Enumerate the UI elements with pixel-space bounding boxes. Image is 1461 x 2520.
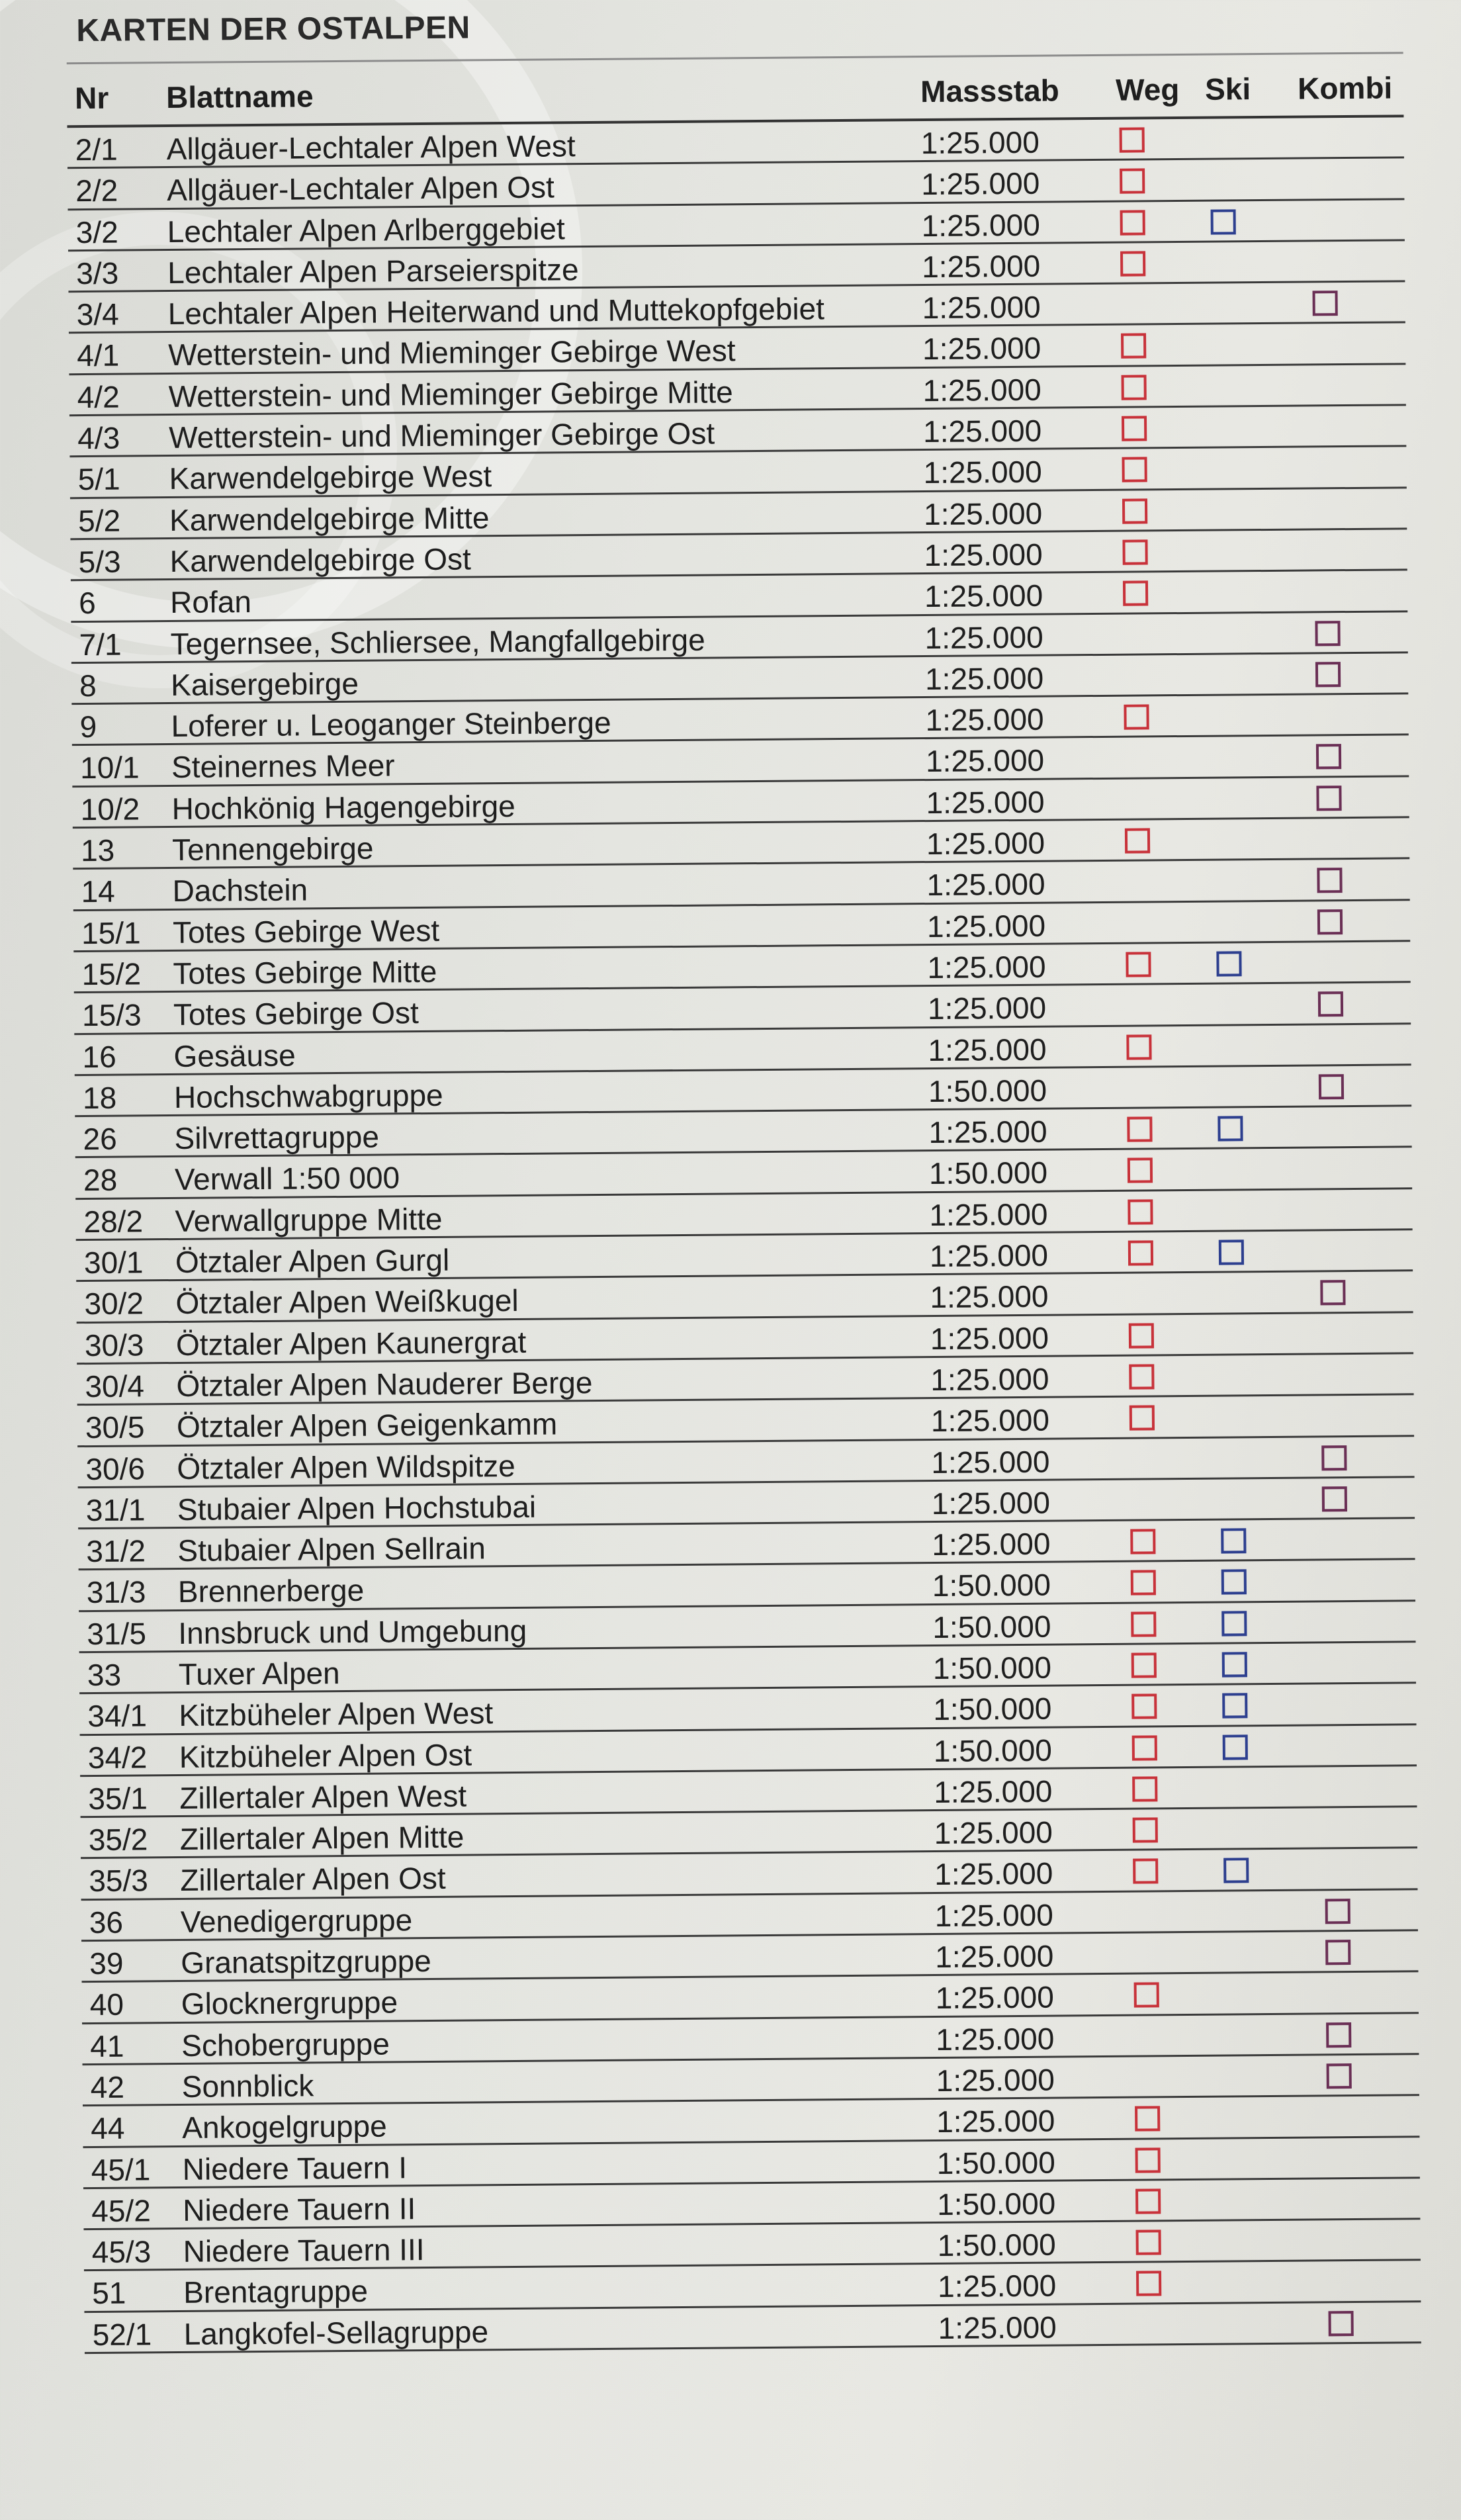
row-blattname: Ötztaler Alpen Gurgl: [175, 1242, 450, 1279]
row-nr: 6: [78, 586, 96, 621]
ski-checkbox[interactable]: [1221, 1611, 1247, 1636]
weg-checkbox[interactable]: [1120, 127, 1145, 152]
weg-checkbox[interactable]: [1136, 2229, 1161, 2255]
header-nr: Nr: [74, 80, 109, 116]
row-nr: 45/1: [91, 2151, 151, 2187]
row-blattname: Zillertaler Alpen Mitte: [179, 1819, 465, 1857]
row-blattname: Allgäuer-Lechtaler Alpen Ost: [167, 169, 555, 208]
row-nr: 45/3: [91, 2234, 152, 2270]
weg-checkbox[interactable]: [1135, 2147, 1161, 2173]
row-blattname: Lechtaler Alpen Parseierspitze: [167, 252, 579, 290]
row-massstab: 1:50.000: [928, 1073, 1047, 1108]
row-nr: 40: [89, 1987, 124, 2022]
row-blattname: Verwallgruppe Mitte: [175, 1201, 443, 1238]
kombi-checkbox[interactable]: [1317, 909, 1343, 934]
row-nr: 30/4: [85, 1369, 145, 1404]
row-blattname: Totes Gebirge Mitte: [173, 954, 437, 991]
row-massstab: 1:25.000: [934, 1774, 1053, 1809]
row-nr: 30/2: [84, 1286, 144, 1322]
row-nr: 30/6: [85, 1451, 146, 1486]
row-blattname: Gesäuse: [173, 1038, 296, 1073]
weg-checkbox[interactable]: [1134, 1983, 1159, 2008]
row-nr: 28: [83, 1163, 118, 1198]
row-nr: 51: [92, 2276, 126, 2311]
weg-checkbox[interactable]: [1133, 1818, 1158, 1843]
row-nr: 28/2: [83, 1204, 144, 1239]
kombi-checkbox[interactable]: [1316, 744, 1341, 770]
weg-checkbox[interactable]: [1132, 1776, 1157, 1801]
row-nr: 5/1: [77, 461, 120, 497]
row-massstab: 1:25.000: [930, 1279, 1049, 1315]
row-blattname: Tegernsee, Schliersee, Mangfallgebirge: [170, 622, 705, 661]
header-weg: Weg: [1115, 72, 1180, 107]
row-massstab: 1:25.000: [932, 1526, 1051, 1562]
row-blattname: Ötztaler Alpen Weißkugel: [175, 1283, 519, 1321]
weg-checkbox[interactable]: [1128, 1199, 1153, 1224]
kombi-checkbox[interactable]: [1316, 786, 1341, 811]
row-blattname: Verwall 1:50 000: [174, 1160, 400, 1197]
weg-checkbox[interactable]: [1120, 251, 1145, 276]
weg-checkbox[interactable]: [1131, 1611, 1156, 1637]
row-nr: 36: [89, 1905, 124, 1940]
table-header: [67, 60, 1404, 128]
row-massstab: 1:25.000: [924, 537, 1043, 573]
weg-checkbox[interactable]: [1135, 2188, 1161, 2214]
row-massstab: 1:25.000: [934, 1856, 1053, 1892]
ski-checkbox[interactable]: [1211, 209, 1236, 234]
row-nr: 26: [83, 1121, 117, 1157]
weg-checkbox[interactable]: [1120, 210, 1145, 235]
kombi-checkbox[interactable]: [1319, 1074, 1344, 1099]
weg-checkbox[interactable]: [1136, 2271, 1161, 2296]
row-massstab: 1:25.000: [926, 825, 1045, 862]
row-nr: 31/2: [86, 1533, 146, 1569]
row-blattname: Stubaier Alpen Hochstubai: [177, 1489, 537, 1527]
row-nr: 2/1: [75, 132, 118, 167]
weg-checkbox[interactable]: [1129, 1364, 1154, 1389]
weg-checkbox[interactable]: [1123, 581, 1148, 606]
header-massstab: Massstab: [920, 73, 1059, 109]
ski-checkbox[interactable]: [1221, 1570, 1247, 1595]
kombi-checkbox[interactable]: [1325, 1899, 1350, 1924]
row-nr: 31/5: [87, 1616, 147, 1651]
ski-checkbox[interactable]: [1219, 1239, 1244, 1265]
row-blattname: Langkofel-Sellagruppe: [183, 2314, 489, 2351]
row-nr: 3/2: [75, 214, 118, 249]
row-blattname: Niedere Tauern III: [183, 2232, 425, 2269]
row-massstab: 1:25.000: [927, 990, 1047, 1026]
weg-checkbox[interactable]: [1122, 416, 1147, 441]
row-blattname: Loferer u. Leoganger Steinberge: [171, 705, 611, 744]
row-massstab: 1:25.000: [921, 165, 1040, 202]
row-nr: 9: [79, 709, 97, 744]
row-massstab: 1:25.000: [922, 413, 1042, 449]
row-nr: 3/3: [76, 255, 119, 291]
row-blattname: Granatspitzgruppe: [181, 1944, 431, 1981]
row-massstab: 1:50.000: [933, 1732, 1053, 1768]
row-nr: 14: [81, 874, 115, 909]
row-massstab: 1:25.000: [926, 908, 1046, 944]
row-massstab: 1:25.000: [923, 496, 1043, 531]
row-massstab: 1:25.000: [923, 455, 1042, 490]
row-nr: 35/2: [88, 1822, 148, 1858]
row-massstab: 1:25.000: [920, 124, 1040, 161]
row-nr: 10/2: [80, 791, 140, 827]
row-nr: 41: [90, 2028, 124, 2063]
kombi-checkbox[interactable]: [1327, 2063, 1352, 2089]
row-nr: 15/3: [81, 997, 142, 1033]
row-blattname: Venedigergruppe: [180, 1902, 413, 1939]
row-massstab: 1:25.000: [924, 619, 1043, 655]
kombi-checkbox[interactable]: [1315, 662, 1341, 687]
row-nr: 4/3: [77, 420, 120, 456]
kombi-checkbox[interactable]: [1317, 868, 1342, 893]
row-blattname: Ankogelgruppe: [182, 2108, 387, 2145]
row-blattname: Lechtaler Alpen Heiterwand und Muttekopfgebiet: [167, 291, 825, 332]
row-massstab: 1:25.000: [927, 949, 1046, 985]
row-massstab: 1:50.000: [933, 1691, 1052, 1727]
row-nr: 5/2: [77, 503, 121, 538]
ski-checkbox[interactable]: [1216, 951, 1241, 976]
row-blattname: Dachstein: [172, 872, 308, 909]
row-blattname: Lechtaler Alpen Arlberggebiet: [167, 210, 565, 249]
weg-checkbox[interactable]: [1131, 1652, 1157, 1678]
row-massstab: 1:50.000: [928, 1155, 1048, 1191]
row-nr: 30/5: [85, 1410, 145, 1445]
weg-checkbox[interactable]: [1130, 1529, 1155, 1554]
row-massstab: 1:25.000: [925, 743, 1045, 779]
row-blattname: Karwendelgebirge Ost: [169, 541, 472, 578]
row-blattname: Ötztaler Alpen Nauderer Berge: [176, 1365, 593, 1403]
row-blattname: Niedere Tauern I: [182, 2149, 408, 2186]
ski-checkbox[interactable]: [1222, 1693, 1247, 1719]
row-nr: 10/1: [79, 750, 140, 786]
weg-checkbox[interactable]: [1124, 705, 1149, 730]
ski-checkbox[interactable]: [1218, 1116, 1243, 1141]
weg-checkbox[interactable]: [1122, 457, 1147, 482]
row-nr: 18: [82, 1080, 117, 1115]
header-ski: Ski: [1204, 71, 1251, 107]
kombi-checkbox[interactable]: [1328, 2311, 1353, 2336]
row-massstab: 1:25.000: [936, 2062, 1055, 2098]
row-massstab: 1:25.000: [926, 866, 1045, 903]
weg-checkbox[interactable]: [1135, 2106, 1160, 2132]
row-blattname: Ötztaler Alpen Geigenkamm: [176, 1406, 558, 1445]
row-blattname: Zillertaler Alpen West: [179, 1778, 467, 1815]
row-massstab: 1:25.000: [922, 331, 1041, 367]
row-massstab: 1:50.000: [932, 1567, 1051, 1603]
row-nr: 15/2: [81, 956, 142, 992]
ski-checkbox[interactable]: [1223, 1858, 1249, 1883]
ski-checkbox[interactable]: [1221, 1528, 1246, 1553]
kombi-checkbox[interactable]: [1325, 1940, 1350, 1965]
row-blattname: Karwendelgebirge Mitte: [169, 500, 490, 537]
row-massstab: 1:25.000: [925, 701, 1044, 738]
kombi-checkbox[interactable]: [1320, 1280, 1345, 1305]
row-blattname: Sonnblick: [181, 2068, 314, 2104]
kombi-checkbox[interactable]: [1313, 291, 1338, 316]
row-blattname: Tennengebirge: [171, 831, 374, 868]
header-blattname: Blattname: [165, 79, 314, 115]
row-blattname: Brentagruppe: [183, 2274, 369, 2310]
row-massstab: 1:25.000: [937, 2269, 1057, 2304]
row-nr: 39: [89, 1946, 124, 1981]
row-blattname: Stubaier Alpen Sellrain: [177, 1531, 486, 1568]
row-blattname: Wetterstein- und Mieminger Gebirge Ost: [168, 416, 715, 455]
kombi-checkbox[interactable]: [1326, 2022, 1351, 2048]
weg-checkbox[interactable]: [1127, 1117, 1152, 1142]
row-nr: 8: [79, 668, 97, 703]
row-blattname: Schobergruppe: [181, 2026, 390, 2063]
weg-checkbox[interactable]: [1131, 1694, 1157, 1719]
kombi-checkbox[interactable]: [1321, 1445, 1347, 1470]
row-blattname: Kaisergebirge: [170, 666, 359, 702]
row-blattname: Zillertaler Alpen Ost: [180, 1861, 446, 1898]
weg-checkbox[interactable]: [1128, 1240, 1153, 1265]
row-massstab: 1:25.000: [922, 248, 1041, 284]
weg-checkbox[interactable]: [1133, 1859, 1158, 1884]
row-nr: 34/1: [87, 1698, 148, 1734]
row-blattname: Niedere Tauern II: [183, 2191, 416, 2228]
row-nr: 5/3: [78, 544, 121, 580]
weg-checkbox[interactable]: [1122, 498, 1147, 523]
weg-checkbox[interactable]: [1126, 1034, 1151, 1059]
row-massstab: 1:25.000: [930, 1320, 1049, 1356]
row-massstab: 1:50.000: [932, 1650, 1052, 1686]
row-massstab: 1:25.000: [936, 2021, 1055, 2057]
weg-checkbox[interactable]: [1122, 539, 1147, 564]
row-nr: 45/2: [91, 2193, 151, 2228]
row-nr: 42: [90, 2069, 125, 2104]
kombi-checkbox[interactable]: [1315, 621, 1340, 646]
row-nr: 33: [87, 1657, 122, 1693]
row-blattname: Silvrettagruppe: [174, 1119, 380, 1156]
weg-checkbox[interactable]: [1128, 1158, 1153, 1183]
row-massstab: 1:25.000: [935, 1979, 1055, 2016]
row-blattname: Hochkönig Hagengebirge: [171, 788, 515, 826]
ski-checkbox[interactable]: [1222, 1652, 1247, 1677]
row-nr: 4/1: [77, 338, 120, 373]
row-nr: 16: [82, 1039, 116, 1074]
row-massstab: 1:25.000: [928, 1032, 1047, 1067]
row-blattname: Kitzbüheler Alpen Ost: [179, 1737, 472, 1774]
row-blattname: Tuxer Alpen: [178, 1656, 340, 1691]
ski-checkbox[interactable]: [1223, 1734, 1248, 1760]
row-nr: 35/3: [89, 1863, 149, 1899]
weg-checkbox[interactable]: [1129, 1406, 1155, 1431]
row-nr: 31/3: [86, 1574, 146, 1610]
row-massstab: 1:25.000: [929, 1238, 1049, 1274]
row-blattname: Karwendelgebirge West: [169, 459, 492, 496]
row-nr: 7/1: [79, 627, 122, 662]
weg-checkbox[interactable]: [1126, 952, 1151, 977]
row-blattname: Wetterstein- und Mieminger Gebirge Mitte: [168, 375, 733, 414]
row-massstab: 1:50.000: [932, 1609, 1051, 1644]
row-blattname: Ötztaler Alpen Kaunergrat: [175, 1324, 527, 1362]
row-massstab: 1:25.000: [928, 1114, 1047, 1150]
row-massstab: 1:25.000: [936, 2103, 1055, 2139]
row-blattname: Wetterstein- und Mieminger Gebirge West: [168, 333, 736, 373]
row-nr: 15/1: [81, 915, 141, 950]
row-massstab: 1:25.000: [931, 1485, 1051, 1521]
row-massstab: 1:25.000: [935, 1938, 1054, 1975]
page-title: KARTEN DER OSTALPEN: [76, 10, 470, 49]
row-nr: 13: [80, 832, 115, 868]
row-nr: 30/1: [83, 1245, 144, 1281]
row-blattname: Allgäuer-Lechtaler Alpen West: [166, 128, 576, 167]
weg-checkbox[interactable]: [1131, 1570, 1156, 1596]
row-nr: 52/1: [92, 2317, 152, 2352]
row-nr: 2/2: [75, 173, 118, 208]
kombi-checkbox[interactable]: [1318, 991, 1343, 1016]
row-nr: 35/1: [88, 1781, 148, 1816]
row-blattname: Totes Gebirge West: [172, 913, 440, 950]
weg-checkbox[interactable]: [1121, 334, 1146, 359]
row-blattname: Totes Gebirge Ost: [173, 995, 419, 1032]
row-blattname: Innsbruck und Umgebung: [178, 1613, 527, 1650]
row-nr: 3/4: [76, 296, 119, 332]
kombi-checkbox[interactable]: [1322, 1486, 1347, 1511]
row-massstab: 1:25.000: [934, 1897, 1054, 1933]
weg-checkbox[interactable]: [1120, 169, 1145, 194]
row-massstab: 1:25.000: [924, 660, 1044, 696]
row-massstab: 1:50.000: [936, 2186, 1056, 2222]
table-body: [67, 117, 1421, 2354]
row-massstab: 1:25.000: [926, 784, 1045, 820]
row-blattname: Ötztaler Alpen Wildspitze: [177, 1448, 515, 1486]
row-massstab: 1:50.000: [937, 2227, 1056, 2263]
row-massstab: 1:25.000: [934, 1815, 1053, 1851]
row-massstab: 1:25.000: [938, 2310, 1057, 2345]
row-massstab: 1:25.000: [929, 1196, 1048, 1232]
row-massstab: 1:25.000: [922, 372, 1041, 408]
row-massstab: 1:25.000: [921, 207, 1040, 243]
row-blattname: Glocknergruppe: [181, 1985, 398, 2022]
row-massstab: 1:25.000: [930, 1402, 1050, 1439]
row-massstab: 1:25.000: [924, 578, 1043, 614]
row-massstab: 1:25.000: [930, 1361, 1049, 1397]
row-massstab: 1:25.000: [931, 1444, 1050, 1480]
row-blattname: Hochschwabgruppe: [173, 1077, 443, 1114]
weg-checkbox[interactable]: [1125, 828, 1150, 853]
row-nr: 44: [91, 2110, 125, 2146]
row-nr: 4/2: [77, 379, 120, 414]
row-nr: 34/2: [87, 1739, 148, 1775]
row-massstab: 1:25.000: [922, 289, 1041, 326]
weg-checkbox[interactable]: [1132, 1735, 1157, 1760]
row-massstab: 1:50.000: [936, 2145, 1055, 2181]
header-kombi: Kombi: [1297, 70, 1393, 106]
weg-checkbox[interactable]: [1122, 375, 1147, 400]
row-blattname: Brennerberge: [177, 1573, 365, 1609]
row-nr: 31/1: [85, 1492, 146, 1527]
weg-checkbox[interactable]: [1129, 1323, 1154, 1348]
row-blattname: Rofan: [169, 584, 252, 620]
row-blattname: Steinernes Meer: [171, 748, 395, 785]
row-nr: 30/3: [84, 1327, 144, 1363]
row-blattname: Kitzbüheler Alpen West: [179, 1695, 494, 1733]
